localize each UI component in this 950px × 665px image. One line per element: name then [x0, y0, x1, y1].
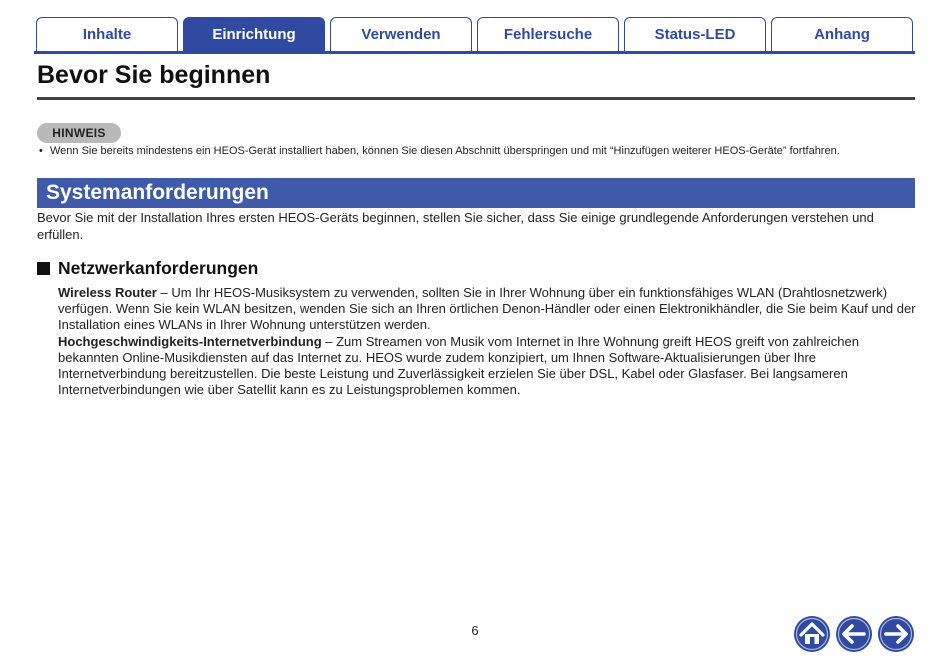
title-divider	[37, 97, 915, 100]
requirement-text: – Zum Streamen von Musik vom Internet in Ihre Wohnung greift HEOS greift von zahlreichen bekannten Online-Musikdiensten auf das Internet zu. HEOS wurde zudem konzipiert, um Ihnen Software-Aktualisierungen über Ihre Internetverbindung bereitzustellen. Die beste Leistung und Zuverlässigkeit erzielen Sie über DSL, Kabel oder Glasfaser. Bei langsameren Internetverbindungen wie über Satellit kann es zu Leistungsproblemen kommen.	[58, 334, 859, 397]
subsection-heading	[37, 258, 258, 279]
section-header	[37, 178, 915, 208]
requirement-term: Wireless Router	[58, 285, 157, 300]
tab-fehlersuche[interactable]: Fehlersuche	[477, 17, 619, 51]
tab-bar-underline	[34, 51, 915, 54]
page-title: Bevor Sie beginnen	[37, 61, 271, 89]
tab-inhalte[interactable]: Inhalte	[36, 17, 178, 51]
arrow-right-icon	[877, 615, 915, 653]
tab-einrichtung[interactable]: Einrichtung	[183, 17, 325, 51]
note-item	[39, 145, 840, 157]
tab-verwenden[interactable]: Verwenden	[330, 17, 472, 51]
note-badge: HINWEIS	[37, 123, 121, 143]
forward-button[interactable]	[877, 615, 915, 653]
bullet-icon: •	[39, 145, 43, 157]
square-bullet-icon	[37, 262, 50, 275]
tab-bar	[34, 17, 915, 54]
back-button[interactable]	[835, 615, 873, 653]
note-text: Wenn Sie bereits mindestens ein HEOS-Gerät installiert haben, können Sie diesen Abschnitt überspringen und mit “Hinzufügen weiterer HEOS-Geräte” fortfahren.	[50, 145, 840, 157]
requirement-wireless-router	[58, 285, 916, 333]
section-title: Systemanforderungen	[46, 181, 269, 204]
requirement-text: – Um Ihr HEOS-Musiksystem zu verwenden, sollten Sie in Ihrer Wohnung über ein funktionsfähiges WLAN (Drahtlosnetzwerk) verfügen. Wenn Sie kein WLAN besitzen, wenden Sie sich an Ihren örtlichen Denon-Händler oder einen Elektronikhändler, die Sie beim Kauf und der Installation eines WLANs in Ihrer Wohnung unterstützen werden.	[58, 285, 916, 332]
requirement-term: Hochgeschwindigkeits-Internetverbindung	[58, 334, 322, 349]
tab-anhang[interactable]: Anhang	[771, 17, 913, 51]
requirement-internet	[58, 334, 916, 398]
home-icon	[793, 615, 831, 653]
page-number: 6	[471, 623, 479, 638]
section-intro: Bevor Sie mit der Installation Ihres ersten HEOS-Geräts beginnen, stellen Sie sicher, dass Sie einige grundlegende Anforderungen verstehen und erfüllen.	[37, 210, 874, 242]
home-button[interactable]	[793, 615, 831, 653]
subsection-title: Netzwerkanforderungen	[58, 258, 259, 278]
tab-status-led[interactable]: Status-LED	[624, 17, 766, 51]
arrow-left-icon	[835, 615, 873, 653]
